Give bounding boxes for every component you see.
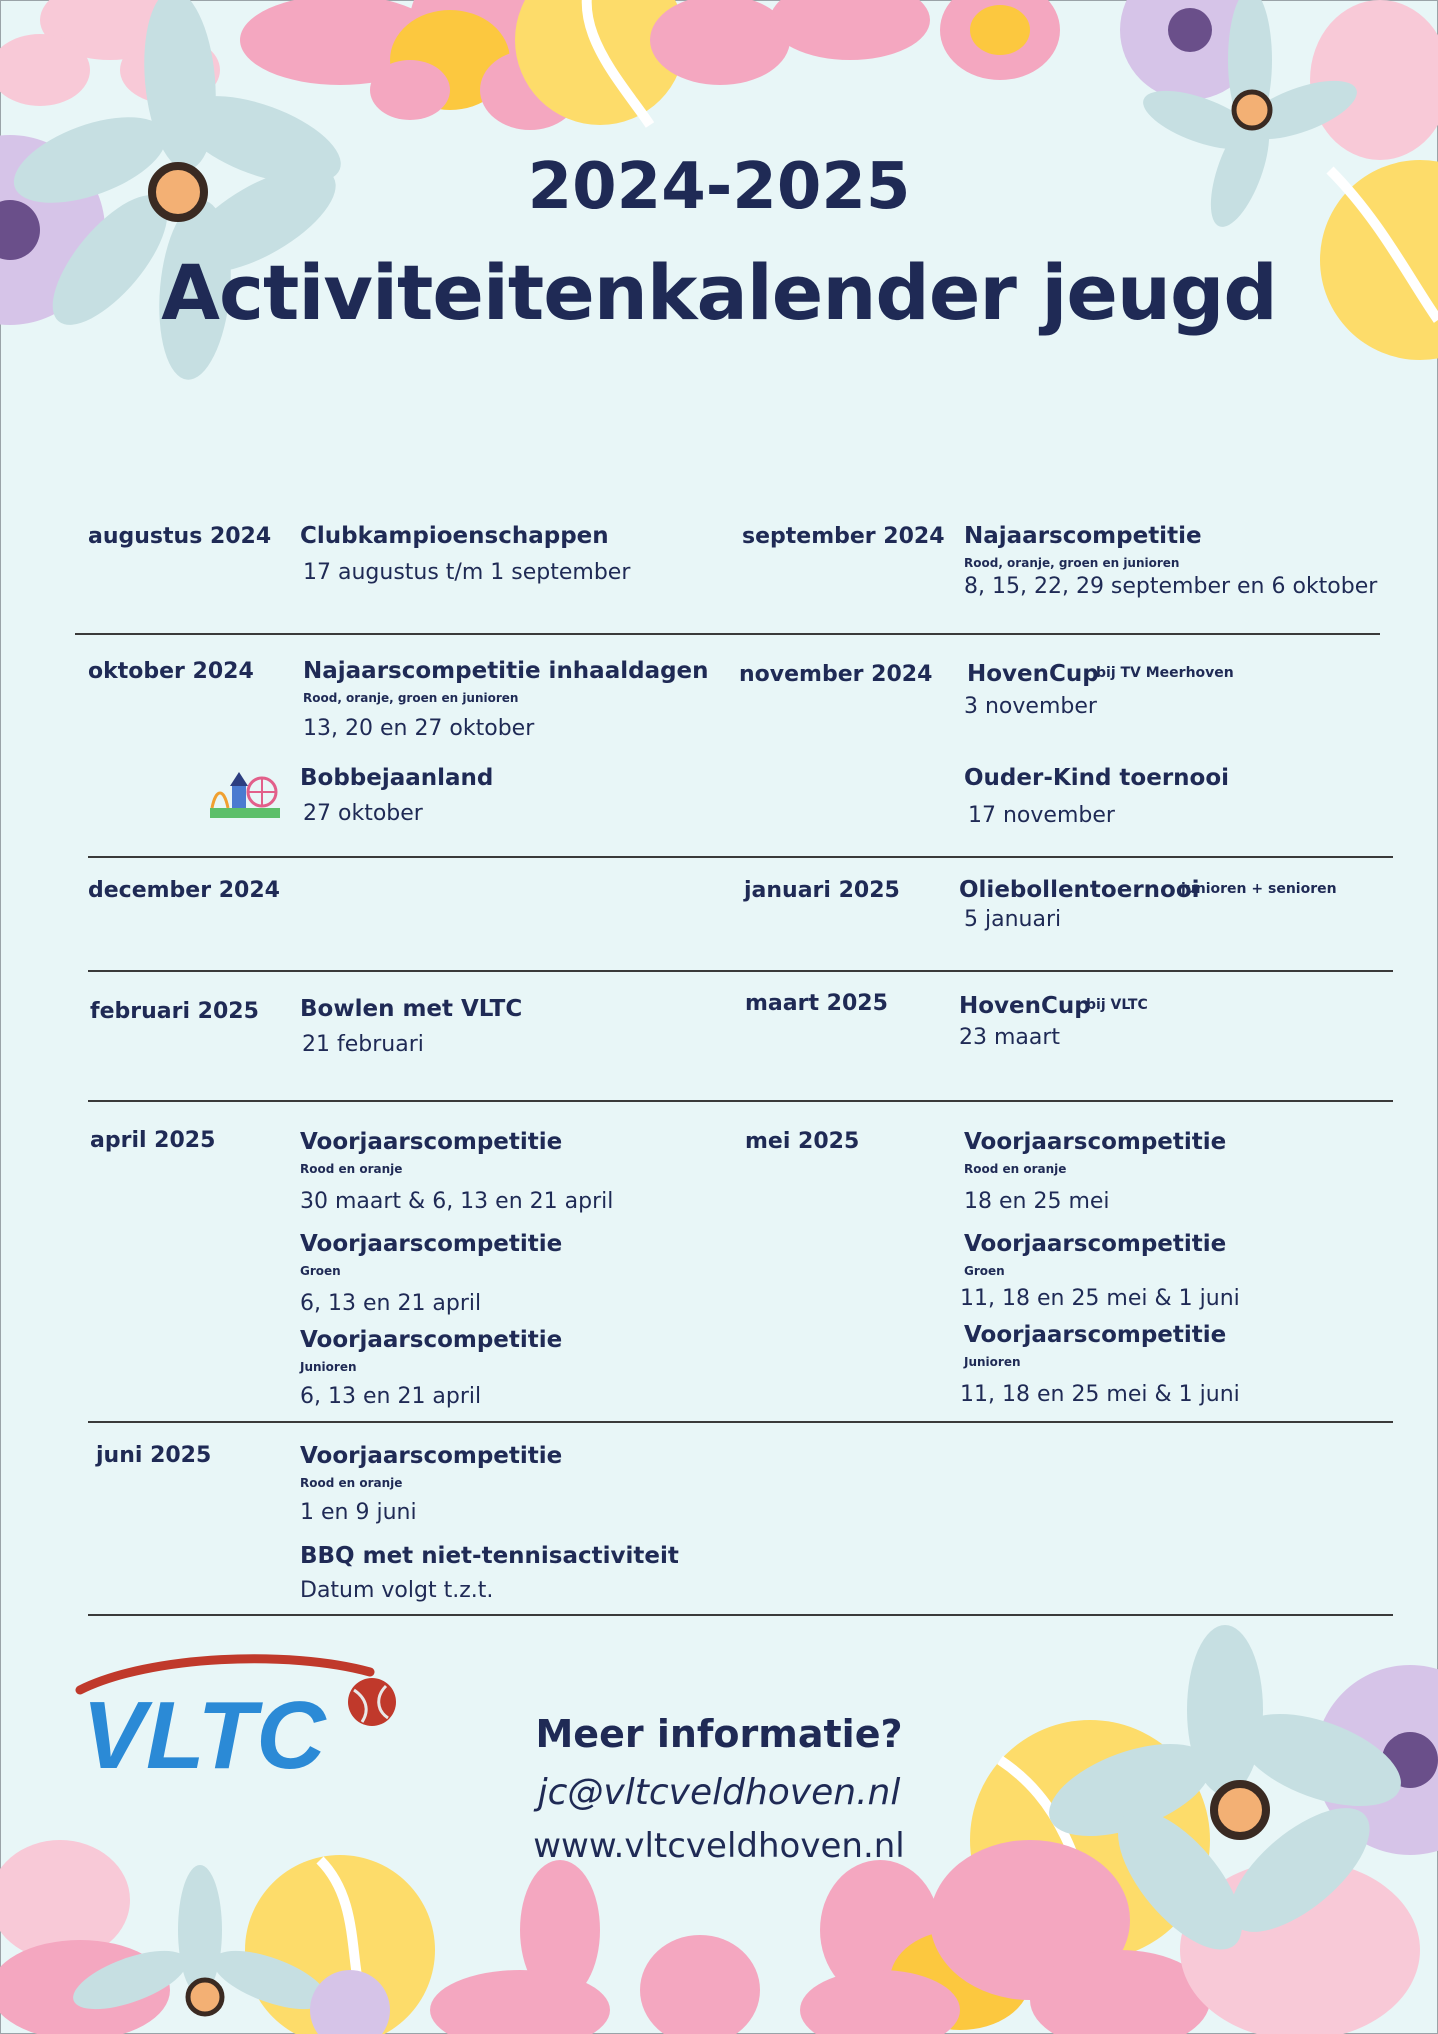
event-date: 6, 13 en 21 april	[300, 1291, 482, 1316]
logo-text: VLTC	[82, 1682, 326, 1780]
event-title: Voorjaarscompetitie	[300, 1231, 563, 1257]
amusement-park-icon	[210, 768, 280, 818]
month-label: december 2024	[88, 878, 280, 903]
month-label: maart 2025	[745, 991, 888, 1016]
event-title: Voorjaarscompetitie	[964, 1231, 1227, 1257]
divider	[88, 1100, 1393, 1102]
event-title: HovenCup	[967, 661, 1099, 687]
month-label: april 2025	[90, 1128, 216, 1153]
month-label: januari 2025	[744, 878, 900, 903]
event-title: Bowlen met VLTC	[300, 996, 523, 1022]
event-title: Voorjaarscompetitie	[300, 1129, 563, 1155]
event-date: 3 november	[964, 694, 1097, 719]
event-subtitle: Junioren	[964, 1355, 1021, 1369]
month-label: mei 2025	[745, 1129, 860, 1154]
event-date: 23 maart	[959, 1025, 1061, 1050]
event-title: Voorjaarscompetitie	[300, 1443, 563, 1469]
divider	[75, 633, 1380, 635]
info-heading: Meer informatie?	[535, 1712, 903, 1756]
event-tag: bij VLTC	[1086, 997, 1148, 1013]
event-subtitle: Groen	[964, 1264, 1005, 1278]
event-tag: bij TV Meerhoven	[1096, 665, 1234, 681]
event-title: BBQ met niet-tennisactiviteit	[300, 1543, 679, 1569]
month-label: september 2024	[742, 524, 945, 549]
event-title: Voorjaarscompetitie	[964, 1129, 1227, 1155]
event-tag: junioren + senioren	[1181, 881, 1337, 897]
event-title: Voorjaarscompetitie	[964, 1322, 1227, 1348]
event-date: 11, 18 en 25 mei & 1 juni	[960, 1382, 1240, 1407]
event-subtitle: Groen	[300, 1264, 341, 1278]
event-date: 5 januari	[964, 907, 1062, 932]
event-title: Najaarscompetitie inhaaldagen	[303, 658, 709, 684]
title-years: 2024-2025	[527, 150, 911, 224]
event-date: 18 en 25 mei	[964, 1189, 1110, 1214]
event-subtitle: Rood, oranje, groen en junioren	[303, 691, 519, 705]
event-date: 11, 18 en 25 mei & 1 juni	[960, 1286, 1240, 1311]
event-date: 1 en 9 juni	[300, 1500, 417, 1525]
event-title: Ouder-Kind toernooi	[964, 765, 1230, 791]
divider	[88, 1421, 1393, 1423]
divider	[88, 970, 1393, 972]
event-date: Datum volgt t.z.t.	[300, 1578, 494, 1603]
event-subtitle: Junioren	[300, 1360, 357, 1374]
event-date: 13, 20 en 27 oktober	[303, 716, 535, 741]
month-label: februari 2025	[90, 999, 259, 1024]
event-title: Clubkampioenschappen	[300, 523, 609, 549]
month-label: november 2024	[739, 662, 933, 687]
event-date: 27 oktober	[303, 801, 423, 826]
divider	[88, 1614, 1393, 1616]
website-link[interactable]: www.vltcveldhoven.nl	[533, 1826, 905, 1866]
event-title: Voorjaarscompetitie	[300, 1327, 563, 1353]
event-date: 17 augustus t/m 1 september	[303, 560, 631, 585]
event-date: 30 maart & 6, 13 en 21 april	[300, 1189, 614, 1214]
event-subtitle: Rood en oranje	[300, 1162, 403, 1176]
event-title: Najaarscompetitie	[964, 523, 1202, 549]
event-subtitle: Rood en oranje	[300, 1476, 403, 1490]
contact-email[interactable]: jc@vltcveldhoven.nl	[537, 1772, 901, 1813]
month-label: augustus 2024	[88, 524, 272, 549]
event-title: Bobbejaanland	[300, 765, 494, 791]
month-label: oktober 2024	[88, 659, 254, 684]
event-date: 8, 15, 22, 29 september en 6 oktober	[964, 574, 1378, 599]
event-subtitle: Rood, oranje, groen en junioren	[964, 556, 1180, 570]
event-title: HovenCup	[959, 993, 1091, 1019]
event-date: 17 november	[968, 803, 1115, 828]
divider	[88, 856, 1393, 858]
event-date: 21 februari	[302, 1032, 424, 1057]
event-title: Oliebollentoernooi	[959, 877, 1200, 903]
event-subtitle: Rood en oranje	[964, 1162, 1067, 1176]
month-label: juni 2025	[96, 1443, 212, 1468]
page-title: Activiteitenkalender jeugd	[161, 248, 1277, 337]
event-date: 6, 13 en 21 april	[300, 1384, 482, 1409]
